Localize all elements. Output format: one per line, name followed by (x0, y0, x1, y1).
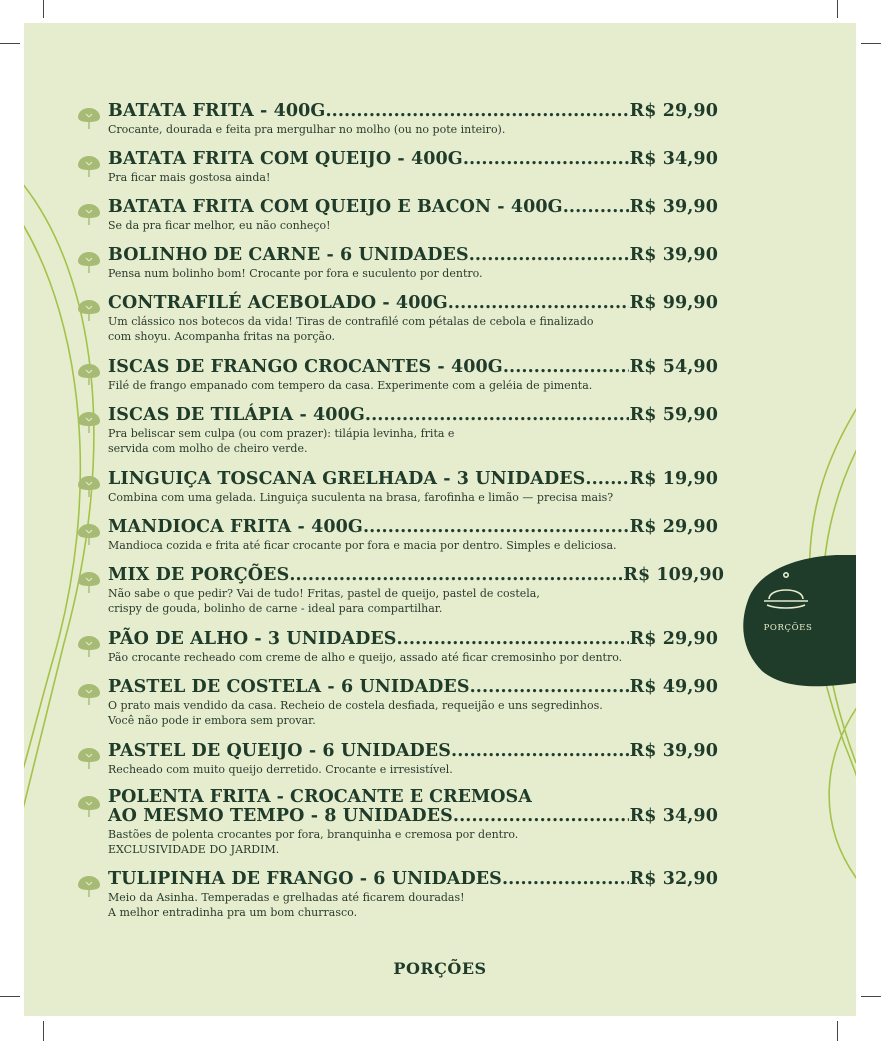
item-description: Bastões de polenta crocantes por fora, branquinha e cremosa por dentro. EXCLUSIVIDADE DO JARDIM. (108, 828, 519, 856)
item-title-line (108, 245, 718, 265)
item-name: TULIPINHA DE FRANGO - 6 UNIDADES (108, 869, 502, 889)
crop-mark (43, 1021, 44, 1041)
item-title-line (108, 741, 718, 761)
menu-page (24, 23, 856, 1016)
leaf-bullet-icon (76, 569, 102, 595)
item-title-line (108, 677, 718, 697)
item-price: R$ 59,90 (629, 405, 718, 425)
item-description: Pão crocante recheado com creme de alho e queijo, assado até ficar cremosinho por dentro. (108, 651, 623, 664)
dot-leader (463, 149, 629, 169)
item-name: LINGUIÇA TOSCANA GRELHADA - 3 UNIDADES (108, 469, 586, 489)
dot-leader (469, 245, 629, 265)
item-price: R$ 29,90 (629, 517, 718, 537)
item-description: Recheado com muito queijo derretido. Crocante e irresistível. (108, 763, 453, 776)
menu-item (108, 101, 718, 137)
dot-leader (453, 806, 629, 826)
leaf-bullet-icon (76, 873, 102, 899)
leaf-bullet-icon (76, 745, 102, 771)
menu-item (108, 357, 718, 393)
menu-item (108, 405, 718, 456)
item-price: R$ 29,90 (629, 101, 718, 121)
item-name: BATATA FRITA COM QUEIJO - 400G (108, 149, 463, 169)
dot-leader (289, 565, 622, 585)
leaf-bullet-icon (76, 473, 102, 499)
menu-item (108, 741, 718, 777)
item-name: ISCAS DE FRANGO CROCANTES - 400G (108, 357, 503, 377)
dot-leader (363, 517, 629, 537)
leaf-bullet-icon (76, 249, 102, 275)
item-description: Se da pra ficar melhor, eu não conheço! (108, 219, 331, 232)
item-description: Meio da Asinha. Temperadas e grelhadas até ficarem douradas! A melhor entradinha pra um bom churrasco. (108, 891, 465, 919)
section-tab-label: PORÇÕES (763, 623, 813, 633)
item-name: MIX DE PORÇÕES (108, 565, 290, 585)
menu-item (108, 469, 718, 505)
menu-item (108, 869, 718, 920)
item-name: CONTRAFILÉ ACEBOLADO - 400G (108, 293, 448, 313)
leaf-bullet-icon (76, 105, 102, 131)
item-price: R$ 34,90 (629, 806, 718, 826)
item-title-line (108, 869, 718, 889)
item-title-line (108, 517, 718, 537)
item-title-line (108, 357, 718, 377)
dot-leader (563, 197, 629, 217)
item-title-line (108, 565, 724, 585)
item-price: R$ 99,90 (629, 293, 718, 313)
crop-mark (861, 43, 881, 44)
menu-item (108, 149, 718, 185)
dot-leader (502, 869, 629, 889)
item-price: R$ 34,90 (629, 149, 718, 169)
leaf-bullet-icon (76, 153, 102, 179)
item-description: Pra ficar mais gostosa ainda! (108, 171, 271, 184)
item-description: Combina com uma gelada. Linguiça suculenta na brasa, farofinha e limão — precisa mais? (108, 491, 614, 504)
leaf-bullet-icon (76, 201, 102, 227)
item-title-line (108, 197, 718, 217)
item-name: PÃO DE ALHO - 3 UNIDADES (108, 629, 397, 649)
menu-item (108, 629, 718, 665)
item-title-line (108, 149, 718, 169)
item-description: Crocante, dourada e feita pra mergulhar no molho (ou no pote inteiro). (108, 123, 506, 136)
dot-leader (325, 101, 628, 121)
menu-item (108, 245, 718, 281)
dot-leader (451, 741, 629, 761)
item-price: R$ 39,90 (629, 245, 718, 265)
dot-leader (365, 405, 629, 425)
item-price: R$ 109,90 (623, 565, 724, 585)
dot-leader (585, 469, 628, 489)
item-name: BATATA FRITA - 400G (108, 101, 326, 121)
item-price: R$ 19,90 (629, 469, 718, 489)
item-name: ISCAS DE TILÁPIA - 400G (108, 405, 365, 425)
menu-item (108, 197, 718, 233)
leaf-bullet-icon (76, 521, 102, 547)
menu-item (108, 565, 724, 616)
item-price: R$ 39,90 (629, 741, 718, 761)
crop-mark (43, 0, 44, 18)
item-title-line (108, 629, 718, 649)
item-title-line (108, 806, 718, 826)
item-name: BATATA FRITA COM QUEIJO E BACON - 400G (108, 197, 563, 217)
dot-leader (470, 677, 629, 697)
item-name: PASTEL DE QUEIJO - 6 UNIDADES (108, 741, 451, 761)
item-name: AO MESMO TEMPO - 8 UNIDADES (108, 806, 453, 826)
item-description: Mandioca cozida e frita até ficar crocante por fora e macia por dentro. Simples e deliciosa. (108, 539, 617, 552)
item-name: PASTEL DE COSTELA - 6 UNIDADES (108, 677, 470, 697)
dot-leader (397, 629, 629, 649)
item-description: Não sabe o que pedir? Vai de tudo! Fritas, pastel de queijo, pastel de costela, crispy de gouda, bolinho de carne - ideal para compartilhar. (108, 587, 540, 615)
item-name: MANDIOCA FRITA - 400G (108, 517, 363, 537)
dot-leader (448, 293, 629, 313)
leaf-bullet-icon (76, 297, 102, 323)
item-price: R$ 54,90 (629, 357, 718, 377)
item-description: O prato mais vendido da casa. Recheio de costela desfiada, requeijão e uns segredinhos. Você não pode ir embora sem provar. (108, 699, 603, 727)
leaf-bullet-icon (76, 681, 102, 707)
crop-mark (837, 0, 838, 18)
item-title-line (108, 293, 718, 313)
leaf-bullet-icon (76, 361, 102, 387)
item-description: Pensa num bolinho bom! Crocante por fora e suculento por dentro. (108, 267, 483, 280)
menu-list (24, 23, 856, 1016)
crop-mark (0, 43, 20, 44)
crop-mark (861, 996, 881, 997)
leaf-bullet-icon (76, 633, 102, 659)
menu-item (108, 517, 718, 553)
menu-item (108, 789, 718, 857)
item-price: R$ 29,90 (629, 629, 718, 649)
leaf-bullet-icon (76, 409, 102, 435)
crop-mark (837, 1021, 838, 1041)
dot-leader (503, 357, 629, 377)
item-title-line (108, 405, 718, 425)
item-description: Pra beliscar sem culpa (ou com prazer): tilápia levinha, frita e servida com molho de cheiro verde. (108, 427, 455, 455)
section-title: PORÇÕES (393, 959, 487, 978)
item-description: Filé de frango empanado com tempero da casa. Experimente com a geléia de pimenta. (108, 379, 593, 392)
item-name: BOLINHO DE CARNE - 6 UNIDADES (108, 245, 469, 265)
item-price: R$ 39,90 (629, 197, 718, 217)
menu-item (108, 677, 718, 728)
item-name-first-line: POLENTA FRITA - CROCANTE E CREMOSA (108, 787, 532, 807)
item-price: R$ 32,90 (629, 869, 718, 889)
menu-item (108, 293, 718, 344)
item-title-line (108, 469, 718, 489)
item-description: Um clássico nos botecos da vida! Tiras de contrafilé com pétalas de cebola e finalizado com shoyu. Acompanha fritas na porção. (108, 315, 594, 343)
leaf-bullet-icon (76, 793, 102, 819)
item-title-line (108, 101, 718, 121)
item-price: R$ 49,90 (629, 677, 718, 697)
crop-mark (0, 996, 20, 997)
